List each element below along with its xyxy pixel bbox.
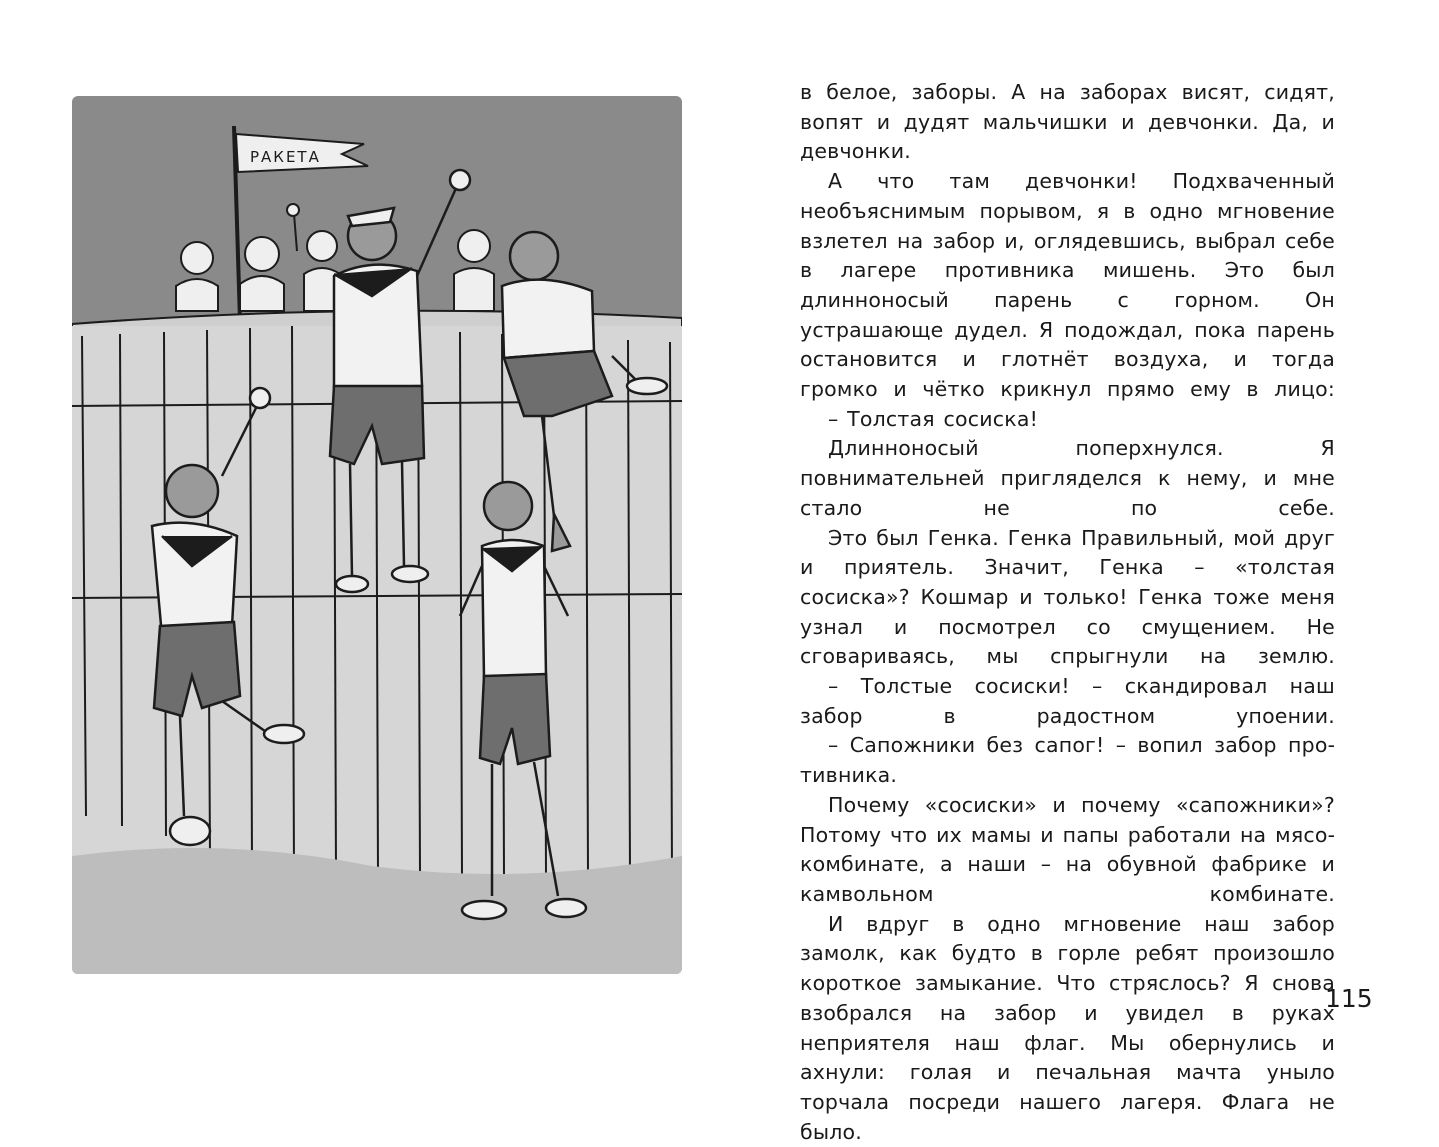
paragraph-2: А что там девчонки! Подхваченный необъяснимым порывом, я в одно мгновение взлетел на забор и, оглядевшись, выбрал себе в лагере противника мишень. Это был длинноносый парень с горном. Он устрашающе дудел. Я подождал, пока парень остановится и глотнёт воздуха, и тогда громко и чётко крикнул прямо ему в лицо: <box>800 169 1335 402</box>
paragraph-3: – Толстая сосиска! <box>828 406 1038 431</box>
fence-scene-drawing <box>72 96 682 974</box>
paragraph-1: в белое, заборы. А на заборах висят, сидят, вопят и дудят мальчишки и девчонки. Да, и девчонки. <box>800 80 1335 164</box>
illustration-children-on-fence <box>72 96 682 974</box>
paragraph-8: Почему «сосиски» и почему «сапожники»? Потому что их мамы и папы работали на мясокомбинате, а наши – на обувной фабрике и камвольном комбинате. <box>800 792 1335 906</box>
flag-text: РАКЕТА <box>250 148 321 166</box>
paragraph-4: Длинноносый поперхнулся. Я повнимательней пригляделся к нему, и мне стало не по себе. <box>800 436 1335 520</box>
page-text <box>800 78 1335 1147</box>
paragraph-6: – Толстые сосиски! – скандировал наш забор в радостном упоении. <box>800 674 1335 728</box>
paragraph-5: Это был Генка. Генка Правильный, мой друг и приятель. Значит, Генка – «толстая сосиска»? Кошмар и только! Генка тоже меня узнал и посмотрел со смущением. Не сговариваясь, мы спрыгнули на землю. <box>800 525 1335 669</box>
paragraph-7: – Сапожники без сапог! – вопил забор противника. <box>800 733 1335 788</box>
paragraph-9: И вдруг в одно мгновение наш забор замолк, как будто в горле ребят произошло короткое замыкание. Что стряслось? Я снова взобрался на забор и увидел в руках неприятеля наш флаг. Мы обернулись и ахнули: голая и печальная мачта уныло торчала посреди нашего лагеря. Флага не было. <box>800 911 1335 1144</box>
page-number: 115 <box>1325 984 1373 1013</box>
